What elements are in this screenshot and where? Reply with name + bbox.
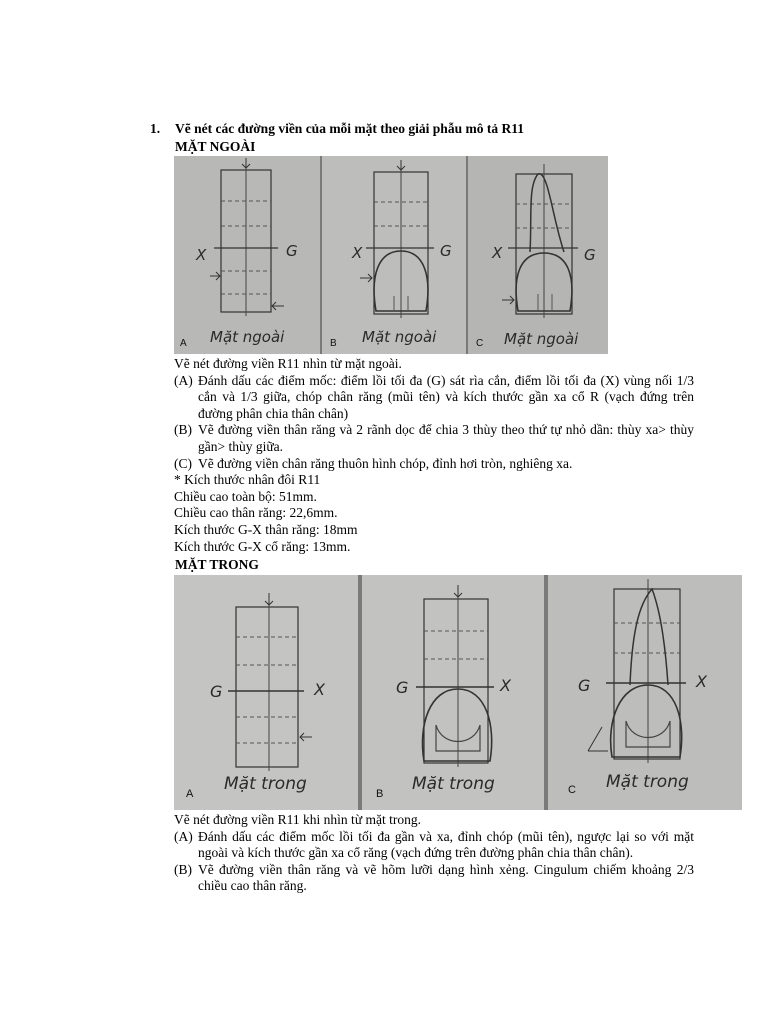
inner-item-a-text: Đánh dấu các điểm mốc lồi tối đa gần và xa, đỉnh chóp (mũi tên), ngược lại so với mặt ngoài và kích thước gần xa cổ răng (vạch đứng trên đường phân chia thân chân).: [198, 828, 694, 861]
outer-item-c: [174, 456, 694, 473]
inner-item-b-text: Vẽ đường viền thân răng và vẽ hõm lưỡi dạng hình xẻng. Cingulum chiếm khoảng 2/3 chiều cao thân răng.: [198, 861, 694, 894]
section-number: 1.: [150, 121, 161, 136]
outer-b-letter: B: [330, 338, 337, 349]
outer-item-a-text: Đánh dấu các điểm mốc: điểm lồi tối đa (G) sát rìa cắn, điểm lồi tối đa (X) vùng nối 1/3 cắn và 1/3 giữa, chóp chân răng (mũi tên) và kích thước gần xa cổ R (vạch đứng trên đường phân chia thân chân): [198, 372, 694, 421]
outer-description: [174, 356, 694, 555]
inner-c-right-mark: X: [696, 672, 707, 691]
outer-note-1: * Kích thước nhân đôi R11: [174, 472, 321, 488]
inner-a-right-mark: X: [314, 680, 325, 699]
inner-a-left-mark: G: [210, 682, 223, 701]
outer-panel-c-sketch: [468, 156, 608, 354]
outer-heading: MẶT NGOÀI: [175, 139, 256, 154]
inner-intro: Vẽ nét đường viền R11 khi nhìn từ mặt trong.: [174, 812, 421, 827]
inner-panel-a: [174, 575, 358, 810]
outer-a-caption: Mặt ngoài: [210, 328, 285, 346]
inner-item-a-label: (A): [174, 828, 193, 844]
inner-description: [174, 812, 694, 895]
inner-c-left-mark: G: [578, 676, 591, 695]
inner-heading: MẶT TRONG: [175, 557, 259, 572]
outer-b-right-mark: G: [440, 242, 452, 260]
outer-panel-c: [468, 156, 608, 354]
inner-item-b-label: (B): [174, 861, 192, 877]
inner-b-left-mark: G: [396, 678, 409, 697]
inner-b-caption: Mặt trong: [412, 774, 495, 794]
inner-drawings-photo: [174, 575, 742, 810]
outer-b-caption: Mặt ngoài: [362, 328, 437, 346]
outer-note-5: Kích thước G-X cổ răng: 13mm.: [174, 538, 351, 554]
outer-a-left-mark: X: [196, 246, 207, 264]
inner-c-caption: Mặt trong: [606, 772, 689, 792]
outer-drawings-photo: [174, 156, 608, 354]
inner-panel-b: [362, 575, 544, 810]
inner-a-caption: Mặt trong: [224, 774, 307, 794]
outer-a-letter: A: [180, 338, 187, 349]
inner-panel-c-sketch: [548, 575, 742, 810]
inner-b-letter: B: [376, 788, 384, 800]
outer-intro: Vẽ nét đường viền R11 nhìn từ mặt ngoài.: [174, 356, 402, 371]
inner-panel-c: [548, 575, 742, 810]
outer-item-b: [174, 422, 694, 455]
outer-c-caption: Mặt ngoài: [504, 330, 579, 348]
section-title: Vẽ nét các đường viền của mỗi mặt theo giải phẫu mô tả R11: [175, 121, 524, 136]
outer-item-c-text: Vẽ đường viền chân răng thuôn hình chóp, đỉnh hơi tròn, nghiêng xa.: [198, 455, 573, 471]
outer-item-c-label: (C): [174, 455, 192, 471]
outer-panel-b-sketch: [322, 156, 466, 354]
inner-b-right-mark: X: [500, 676, 511, 695]
outer-a-right-mark: G: [286, 242, 298, 260]
inner-c-letter: C: [568, 784, 576, 796]
inner-a-letter: A: [186, 788, 194, 800]
outer-item-a: [174, 373, 694, 423]
outer-c-letter: C: [476, 338, 484, 349]
outer-b-left-mark: X: [352, 244, 363, 262]
outer-item-a-label: (A): [174, 372, 193, 388]
outer-note-4: Kích thước G-X thân răng: 18mm: [174, 521, 358, 537]
outer-panel-a: [174, 156, 320, 354]
section-heading: [150, 121, 524, 137]
inner-panel-a-sketch: [174, 575, 358, 810]
outer-note-3: Chiều cao thân răng: 22,6mm.: [174, 505, 338, 521]
outer-item-b-text: Vẽ đường viền thân răng và 2 rãnh dọc để chia 3 thùy theo thứ tự nhỏ dần: thùy xa> thùy gần> thùy giữa.: [198, 422, 694, 454]
outer-c-left-mark: X: [492, 244, 503, 262]
outer-note-2: Chiều cao toàn bộ: 51mm.: [174, 488, 317, 504]
outer-c-right-mark: G: [584, 246, 596, 264]
inner-item-a: [174, 829, 694, 862]
outer-panel-a-sketch: [174, 156, 320, 354]
outer-panel-b: [322, 156, 466, 354]
inner-item-b: [174, 862, 694, 895]
outer-item-b-label: (B): [174, 422, 192, 438]
inner-panel-b-sketch: [362, 575, 544, 810]
